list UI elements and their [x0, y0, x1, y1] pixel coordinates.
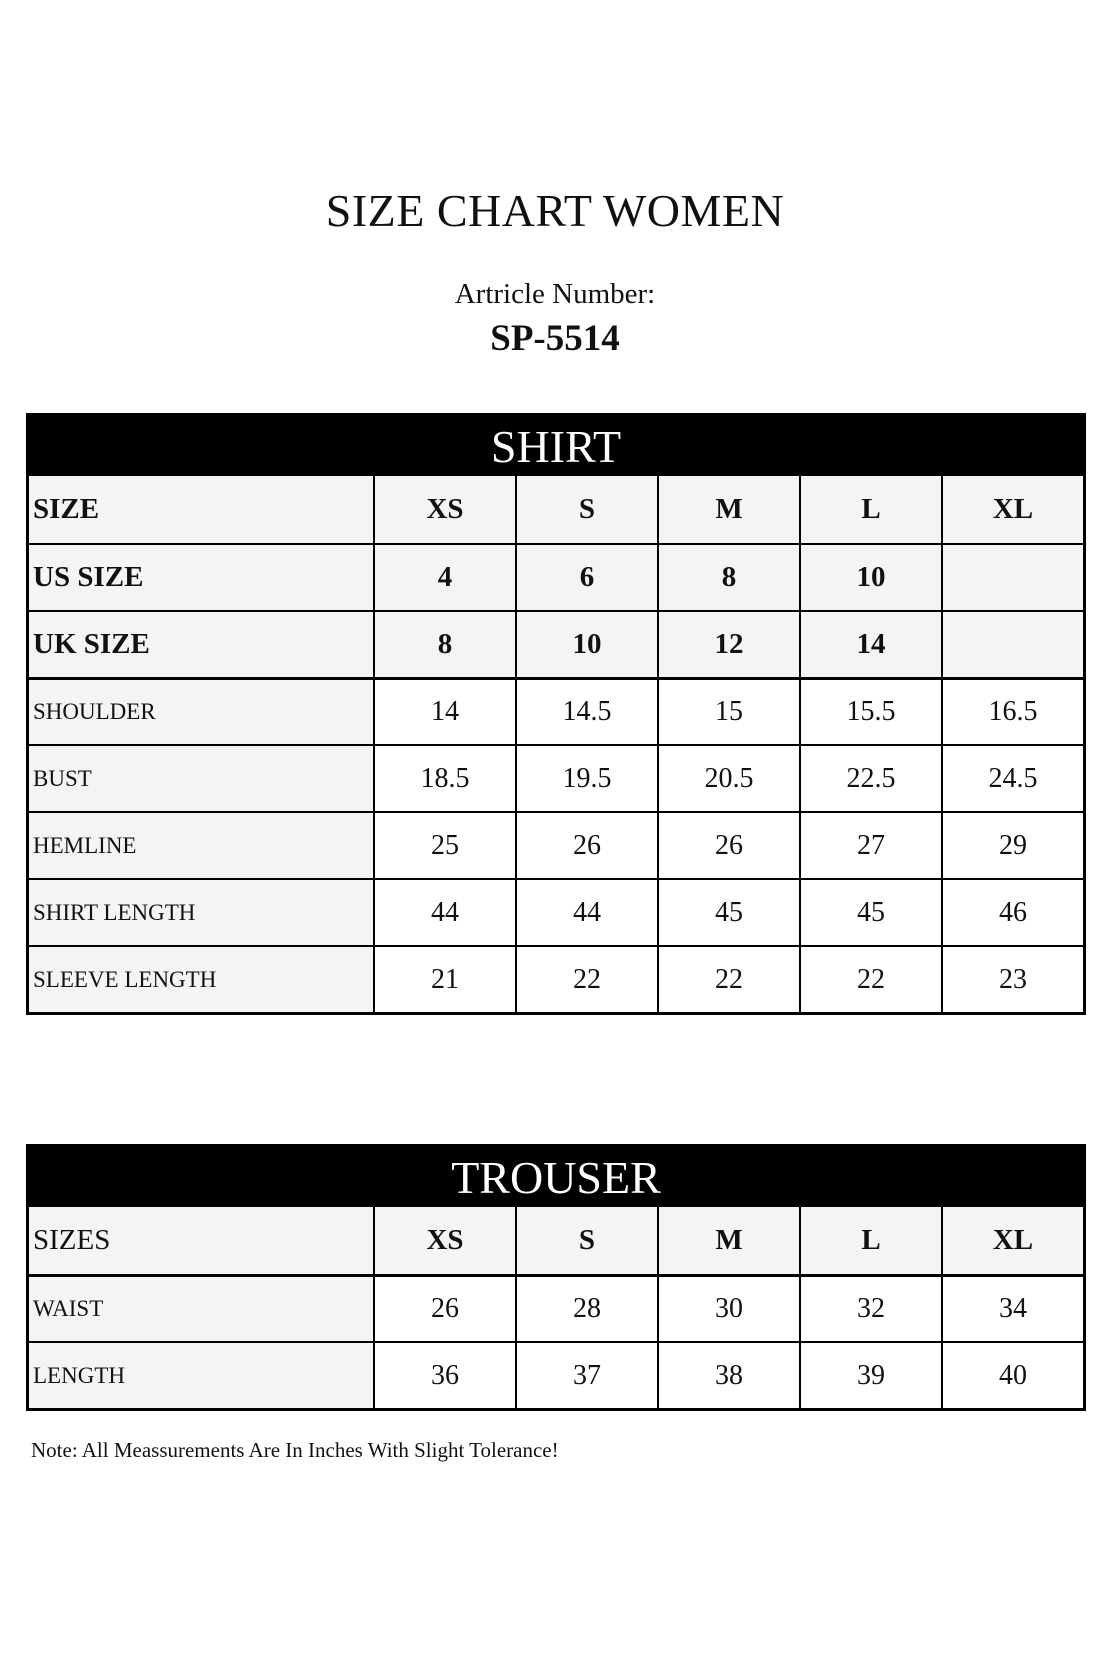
row-label: SHIRT LENGTH	[29, 880, 373, 945]
table-cell: 4	[373, 545, 515, 610]
table-cell: 39	[799, 1343, 941, 1408]
row-label: UK SIZE	[29, 612, 373, 677]
row-label: BUST	[29, 746, 373, 811]
row-label: SLEEVE LENGTH	[29, 947, 373, 1012]
measurement-note: Note: All Meassurements Are In Inches With Slight Tolerance!	[31, 1438, 559, 1462]
table-cell: 12	[657, 612, 799, 677]
table-cell: 18.5	[373, 746, 515, 811]
shirt-uk-size-row	[29, 610, 1083, 677]
table-cell: 27	[799, 813, 941, 878]
table-cell: 45	[657, 880, 799, 945]
row-label: SHOULDER	[29, 680, 373, 744]
table-cell: 8	[657, 545, 799, 610]
table-cell: 34	[941, 1277, 1083, 1341]
table-cell: 26	[657, 813, 799, 878]
row-label: SIZES	[29, 1207, 373, 1274]
table-cell: 15	[657, 680, 799, 744]
table-cell: 32	[799, 1277, 941, 1341]
page-title: SIZE CHART WOMEN	[325, 185, 785, 236]
table-cell: 38	[657, 1343, 799, 1408]
table-cell: 10	[799, 545, 941, 610]
table-cell: 14.5	[515, 680, 657, 744]
shirt-size-row	[29, 476, 1083, 543]
table-cell: 46	[941, 880, 1083, 945]
table-cell: 40	[941, 1343, 1083, 1408]
table-cell: 44	[373, 880, 515, 945]
shirt-table-title: SHIRT	[29, 416, 1083, 476]
table-cell: 24.5	[941, 746, 1083, 811]
trouser-length-row	[29, 1341, 1083, 1408]
table-cell: 25	[373, 813, 515, 878]
table-cell: 29	[941, 813, 1083, 878]
row-label: US SIZE	[29, 545, 373, 610]
table-cell: 15.5	[799, 680, 941, 744]
table-cell: 20.5	[657, 746, 799, 811]
article-number-label: Artricle Number:	[454, 278, 656, 310]
size-header-cell: L	[799, 476, 941, 543]
table-cell: 14	[799, 612, 941, 677]
table-cell: 30	[657, 1277, 799, 1341]
size-header-cell: M	[657, 1207, 799, 1274]
shirt-sleeve-length-row	[29, 945, 1083, 1012]
table-cell	[941, 612, 1083, 677]
table-cell: 10	[515, 612, 657, 677]
table-cell	[941, 545, 1083, 610]
shirt-shoulder-row	[29, 677, 1083, 744]
size-header-cell: XL	[941, 476, 1083, 543]
row-label: WAIST	[29, 1277, 373, 1341]
trouser-size-row	[29, 1207, 1083, 1274]
table-cell: 26	[515, 813, 657, 878]
article-number: SP-5514	[490, 318, 620, 359]
size-header-cell: XS	[373, 1207, 515, 1274]
trouser-size-table	[26, 1144, 1086, 1411]
table-cell: 22	[657, 947, 799, 1012]
size-header-cell: L	[799, 1207, 941, 1274]
row-label: HEMLINE	[29, 813, 373, 878]
size-header-cell: XS	[373, 476, 515, 543]
table-cell: 28	[515, 1277, 657, 1341]
row-label: LENGTH	[29, 1343, 373, 1408]
size-header-cell: M	[657, 476, 799, 543]
table-cell: 8	[373, 612, 515, 677]
shirt-bust-row	[29, 744, 1083, 811]
table-cell: 22.5	[799, 746, 941, 811]
table-cell: 23	[941, 947, 1083, 1012]
table-cell: 16.5	[941, 680, 1083, 744]
size-header-cell: S	[515, 1207, 657, 1274]
size-header-cell: XL	[941, 1207, 1083, 1274]
table-cell: 26	[373, 1277, 515, 1341]
shirt-hemline-row	[29, 811, 1083, 878]
table-cell: 36	[373, 1343, 515, 1408]
table-cell: 37	[515, 1343, 657, 1408]
table-cell: 44	[515, 880, 657, 945]
shirt-size-table	[26, 413, 1086, 1015]
table-cell: 6	[515, 545, 657, 610]
table-cell: 45	[799, 880, 941, 945]
trouser-waist-row	[29, 1274, 1083, 1341]
trouser-table-title: TROUSER	[29, 1147, 1083, 1207]
table-cell: 21	[373, 947, 515, 1012]
table-cell: 14	[373, 680, 515, 744]
table-cell: 22	[515, 947, 657, 1012]
shirt-us-size-row	[29, 543, 1083, 610]
row-label: SIZE	[29, 476, 373, 543]
table-cell: 22	[799, 947, 941, 1012]
table-cell: 19.5	[515, 746, 657, 811]
shirt-length-row	[29, 878, 1083, 945]
size-header-cell: S	[515, 476, 657, 543]
